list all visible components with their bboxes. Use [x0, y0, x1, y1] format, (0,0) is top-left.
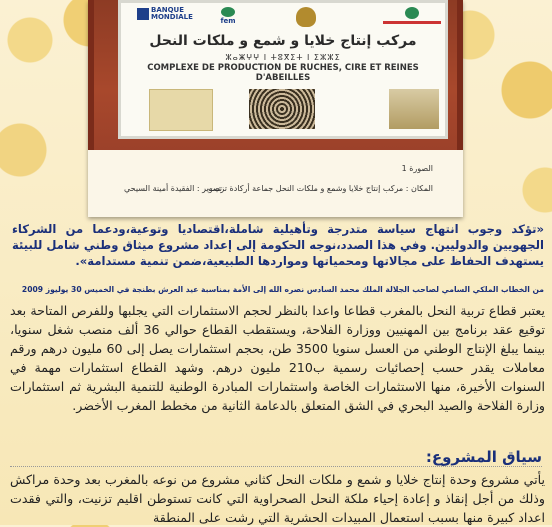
section-heading: سياق المشروع:: [10, 448, 542, 467]
caption-credit: تصوير : الفقيدة أمينة السيحي: [124, 184, 223, 193]
partner-icon: [405, 7, 419, 19]
sign-image-hive: [389, 89, 439, 129]
royal-quote: «تؤكد وجوب انتهاج سياسة متدرجة وتأهيلية شاملة،اقتصاديا وتوعية،ودعما من الشركاء الجهويين والدوليين. وفي هذا الصدد،نوجه الحكومة إلى إعداد مشروع ميثاق وطني شامل للبيئة يستهدف الحفاظ على مجالاتها ومحمياتها ومواردها الطبيعية،ضمن تنمية مستدامة».: [12, 222, 544, 268]
caption-place: المكان : مركب إنتاج خلايا وشمع و ملكات النحل جماعة أركادة تزنيت: [207, 184, 433, 193]
fem-icon: [221, 7, 235, 17]
world-bank-logo: [137, 7, 207, 21]
signboard: [118, 0, 448, 139]
quote-source: من الخطاب الملكي السامي لصاحب الجلالة الملك محمد السادس نصره الله إلى الأمة بمناسبة عيد العرش بطنجة في الخميس 30 يوليوز 2009: [21, 285, 544, 294]
paragraph-intro: يعتبر قطاع تربية النحل بالمغرب قطاعا واعدا بالنظر لحجم الاستثمارات التي يجلبها وللفرص المتاحة بعد توقيع عقد برنامج بين المهنيين ووزارة الفلاحة، ويستقطب القطاع حوالي 36 ألف منصب شغل سنويا، بينما يبلغ الإنتاج الوطني من العسل سنويا 3500 طن، بحجم استثمارات يصل إلى 60 مليون درهم ورقم معاملات يقدر حسب إحصائيات رسمية ب210 مليون درهم. وشهد القطاع استثمارات مهمة في السنوات الأخيرة، منها الاستثمارات الخاصة واستثمارات المبادرة الوطنية للتنمية البشرية ثم استثمارات وزارة الفلاحة والصيد البحري في الشق المتعلق بالدعامة الثانية من مخطط المغرب الأخضر.: [10, 303, 546, 413]
fem-logo-text: fem: [220, 17, 236, 25]
logo-row: [121, 5, 445, 31]
figure-caption: [88, 150, 463, 217]
world-bank-logo-text: BANQUE MONDIALE: [151, 6, 193, 21]
paragraph-context: يأتي مشروع وحدة إنتاج خلايا و شمع و ملكات النحل كثاني مشروع من نوعه بالمغرب بعد وحدة مراكش وذلك من أجل إنقاذ و إعادة إحياء ملكة النحل الصحراوية التي كانت تستوطن اقليم تزنيت، والتي فقدت اعداد كبيرة منها بسبب استعمال المبيدات الحشرية التي رشت على المنطقة: [10, 472, 545, 525]
sign-title-french: COMPLEXE DE PRODUCTION DE RUCHES, CIRE ET REINES D'ABEILLES: [147, 63, 419, 83]
sign-title-tifinagh: ⵣⴰⵥⵖⵖ ⵏ ⵜⵓⴳⵉⵜ ⵏ ⵉⵣⵣⵉ: [225, 53, 341, 62]
building-wall: [94, 0, 457, 150]
caption-label: الصورة 1: [401, 164, 433, 173]
sign-image-frame: [149, 89, 213, 131]
sign-image-bees: [249, 89, 315, 129]
fem-logo: [213, 7, 243, 25]
world-bank-icon: [137, 8, 149, 20]
figure-photo: [88, 0, 463, 217]
partner-logo-line: [383, 21, 441, 24]
royal-crest-icon: [296, 7, 316, 27]
partner-logo: [383, 7, 441, 24]
sign-title-arabic: مركب إنتاج خلايا و شمع و ملكات النحل: [149, 33, 417, 49]
